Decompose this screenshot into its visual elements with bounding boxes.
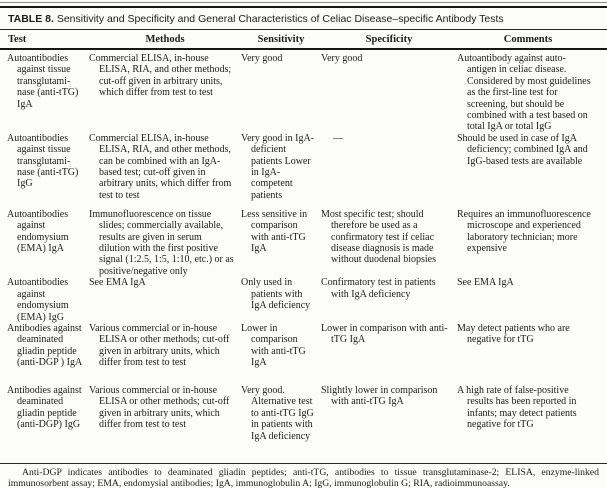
cell-comments: Requires an immunofluorescence microscope and experienced laboratory technician; more expensive: [457, 208, 591, 255]
cell-test: Autoantibodies against tissue transglutami-nase (anti-tTG) IgA: [7, 53, 79, 110]
column-header-sensitivity: Sensitivity: [257, 34, 305, 45]
top-hairline-rule: [0, 2, 607, 3]
cell-sensitivity: Very good: [241, 53, 283, 64]
cell-test: Autoantibodies against endomysium (EMA) IgA: [7, 208, 69, 255]
table-row: [7, 50, 600, 133]
cell-sensitivity: Only used in patients with IgA deficiency: [241, 277, 311, 312]
table-body: [0, 50, 607, 463]
table-row: [7, 385, 600, 463]
cell-test: Antibodies against deaminated gliadin peptide (anti-DGP) IgG: [7, 384, 82, 431]
cell-specificity: —: [333, 132, 343, 144]
cell-sensitivity: Very good. Alternative test to anti-tTG IgG in patients with IgA deficiency: [241, 384, 314, 442]
cell-specificity: Confirmatory test in patients with IgA deficiency: [321, 277, 436, 300]
cell-methods: Various commercial or in-house ELISA or other methods; cut-off given in arbitrary units, which differ from test to test: [89, 322, 230, 369]
cell-comments: See EMA IgA: [457, 277, 514, 289]
column-header-methods: Methods: [145, 34, 185, 45]
table-row: [7, 323, 600, 385]
cell-sensitivity: Less sensitive in comparison with anti-tTG IgA: [241, 208, 308, 255]
cell-methods: Commercial ELISA, in-house ELISA, RIA, and other methods; cut-off given in arbitrary units, which differ from test to test: [89, 53, 232, 99]
cell-test: Autoantibodies against tissue transglutami-nase (anti-tTG) IgG: [7, 132, 79, 190]
cell-specificity: Very good: [321, 53, 363, 64]
table-footnote: Anti-DGP indicates antibodies to deaminated gliadin peptides; anti-tTG, antibodies to tissue transglutaminase-2; ELISA, enzyme-linked immunosorbent assay; EMA, endomysial antibodies; IgA, immunoglobulin A; IgG, immunoglobulin G; RIA, radioimmunoassay.: [8, 466, 599, 488]
cell-methods: See EMA IgA: [89, 277, 146, 289]
cell-test: Autoantibodies against endomysium (EMA) IgG: [7, 277, 69, 323]
table-row: [7, 209, 600, 277]
table-header-row: [7, 30, 600, 48]
cell-sensitivity: Lower in comparison with anti-tTG IgA: [241, 322, 306, 369]
cell-methods: Various commercial or in-house ELISA or other methods; cut-off given in arbitrary units, which differ from test to test: [89, 384, 230, 431]
cell-methods: Immunofluorescence on tissue slides; commercially available, results are given in serum dilution with the first positive signal (1:2.5, 1:5, 1:10, etc.) or as positive/negative only: [89, 208, 234, 277]
table-number-label: TABLE 8.: [8, 13, 54, 25]
column-header-comments: Comments: [503, 34, 553, 45]
column-header-specificity: Specificity: [365, 34, 413, 45]
cell-specificity: Most specific test; should therefore be used as a confirmatory test if celiac disease diagnosis is made without duodenal biopsies: [321, 208, 436, 266]
table-title-text: Sensitivity and Specificity and General Characteristics of Celiac Disease–specific Antibody Tests: [56, 13, 504, 25]
cell-comments: Autoantibody against auto-antigen in celiac disease. Considered by most guidelines as the first-line test for screening, but should be combined with a test based on total IgA or total IgG: [457, 53, 591, 133]
table-title: [0, 8, 607, 29]
cell-specificity: Lower in comparison with anti-tTG IgA: [321, 322, 448, 346]
cell-specificity: Slightly lower in comparison with anti-tTG IgA: [321, 384, 438, 408]
table-row: [7, 133, 600, 209]
antibody-tests-table: [0, 30, 607, 48]
cell-methods: Commercial ELISA, in-house ELISA, RIA, and other methods, can be combined with an IgA-based test; cut-off given in arbitrary units, which differ from test to test: [89, 132, 232, 201]
cell-comments: Should be used in case of IgA deficiency; combined IgA and IgG-based tests are available: [457, 132, 588, 167]
cell-sensitivity: Very good in IgA-deficient patients Lower in IgA-competent patients: [241, 132, 315, 201]
table-row: [7, 277, 600, 323]
cell-test: Antibodies against deaminated gliadin peptide (anti-DGP ) IgA: [7, 322, 83, 369]
column-header-test: Test: [8, 34, 27, 45]
cell-comments: A high rate of false-positive results has been reported in infants; may detect patients negative for tTG: [457, 384, 577, 431]
cell-comments: May detect patients who are negative for tTG: [457, 322, 570, 346]
